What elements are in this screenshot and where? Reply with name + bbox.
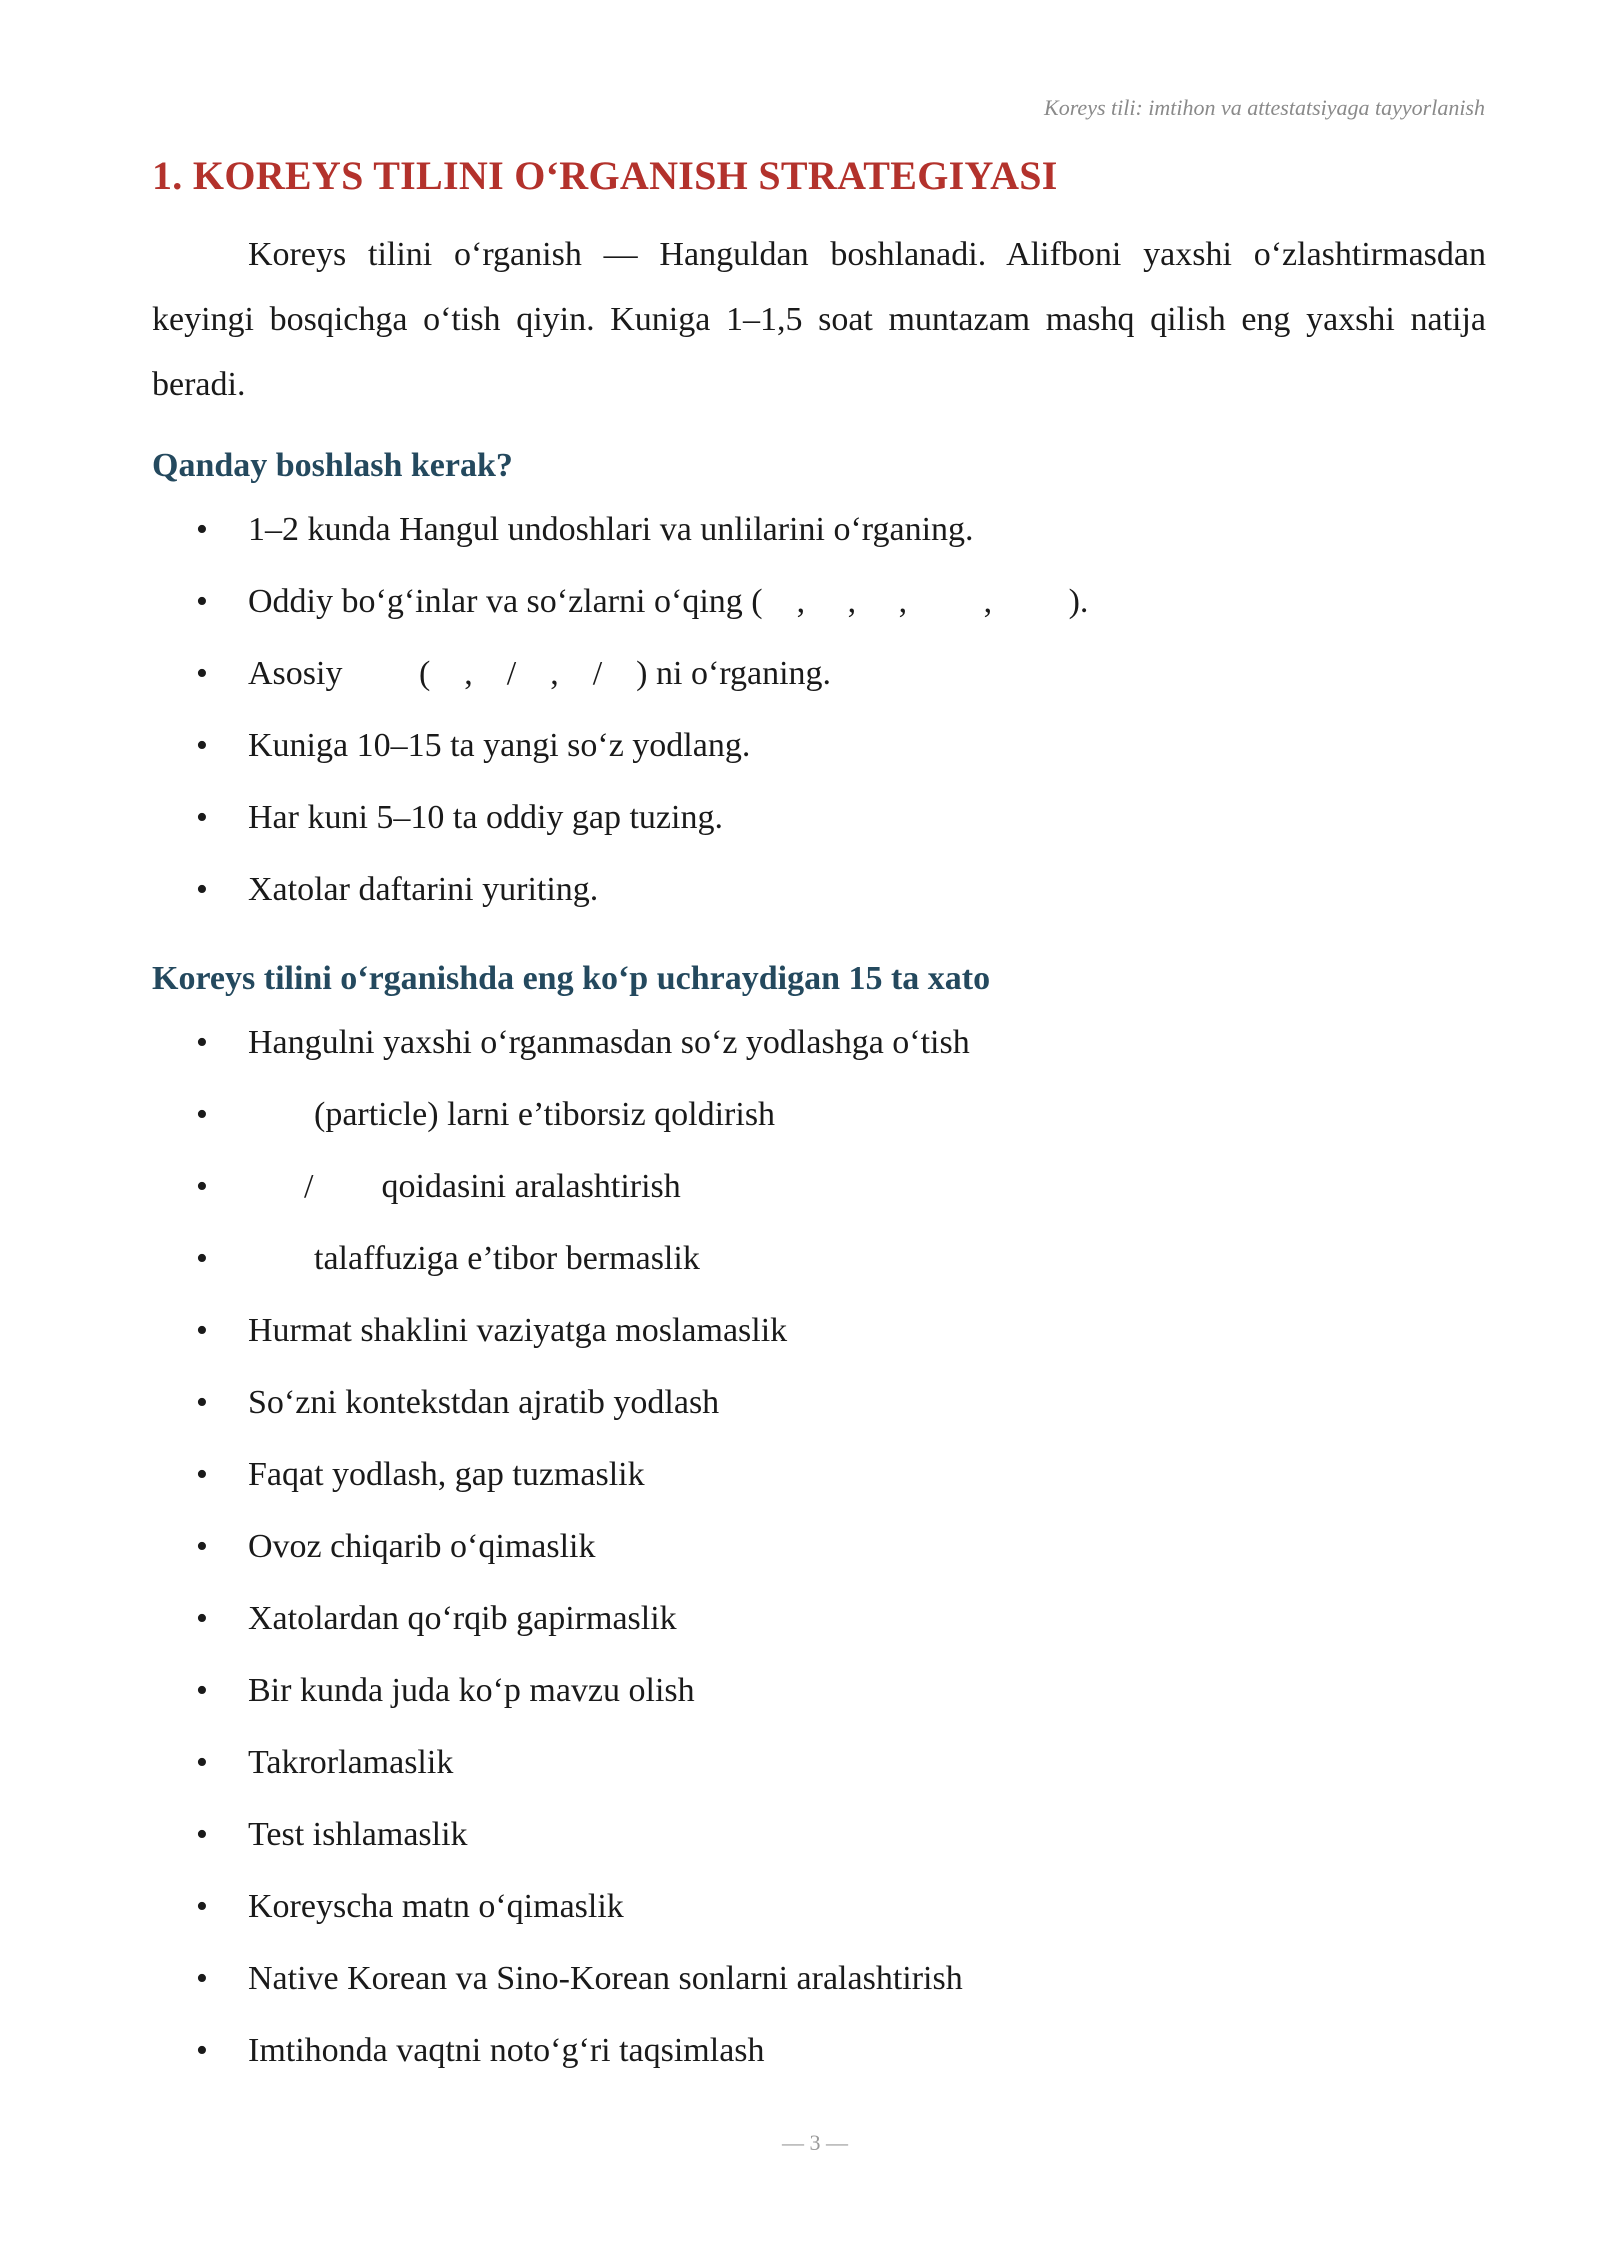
bullet-icon: • — [196, 1384, 208, 1421]
list-item-text: Kuniga 10–15 ta yangi so‘z yodlang. — [248, 727, 751, 764]
list-item-text: Native Korean va Sino-Korean sonlarni aralashtirish — [248, 1960, 963, 1997]
list-item-text: Hangulni yaxshi o‘rganmasdan so‘z yodlashga o‘tish — [248, 1024, 970, 1061]
bullet-icon: • — [196, 727, 208, 764]
bullet-icon: • — [196, 1312, 208, 1349]
list-item-text: Faqat yodlash, gap tuzmaslik — [248, 1456, 645, 1493]
bullet-icon: • — [196, 1960, 208, 1997]
list-item-text: / qoidasini aralashtirish — [304, 1168, 681, 1205]
bullet-icon: • — [196, 1456, 208, 1493]
list-item-text: Har kuni 5–10 ta oddiy gap tuzing. — [248, 799, 723, 836]
list-item-text: Test ishlamaslik — [248, 1816, 468, 1853]
bullet-icon: • — [196, 1744, 208, 1781]
list-item-text: Xatolar daftarini yuriting. — [248, 871, 599, 908]
bullet-icon: • — [196, 871, 208, 908]
bullet-icon: • — [196, 1672, 208, 1709]
bullet-icon: • — [196, 583, 208, 620]
list-item-text: Koreyscha matn o‘qimaslik — [248, 1888, 624, 1925]
bullet-icon: • — [196, 511, 208, 548]
list-item-text: Bir kunda juda ko‘p mavzu olish — [248, 1672, 695, 1709]
bullet-icon: • — [196, 2032, 208, 2069]
bullet-icon: • — [196, 1816, 208, 1853]
bullet-icon: • — [196, 1600, 208, 1637]
bullet-icon: • — [196, 1528, 208, 1565]
list-item-text: Imtihonda vaqtni noto‘g‘ri taqsimlash — [248, 2032, 765, 2069]
section-heading-common-mistakes: Koreys tilini o‘rganishda eng ko‘p uchraydigan 15 ta xato — [152, 960, 991, 997]
list-item-text: (particle) larni e’tiborsiz qoldirish — [314, 1096, 776, 1133]
bullet-icon: • — [196, 1096, 208, 1133]
bullet-icon: • — [196, 655, 208, 692]
list-item-text: Oddiy bo‘g‘inlar va so‘zlarni o‘qing ( , , , , ). — [248, 583, 1089, 620]
section-heading-how-to-start: Qanday boshlash kerak? — [152, 447, 513, 484]
chapter-title: 1. KOREYS TILINI O‘RGANISH STRATEGIYASI — [152, 153, 1058, 198]
list-item-text: Ovoz chiqarib o‘qimaslik — [248, 1528, 596, 1565]
intro-paragraph: Koreys tilini o‘rganish — Hanguldan boshlanadi. Alifboni yaxshi o‘zlashtirmasdan keyingi bosqichga o‘tish qiyin. Kuniga 1–1,5 soat muntazam mashq qilish eng yaxshi natija beradi. — [152, 236, 1486, 403]
bullet-icon: • — [196, 1240, 208, 1277]
page-number: — 3 — — [782, 2130, 848, 2155]
list-item-text: Takrorlamaslik — [248, 1744, 454, 1781]
bullet-icon: • — [196, 1024, 208, 1061]
bullet-icon: • — [196, 1168, 208, 1205]
list-item-text: talaffuziga e’tibor bermaslik — [314, 1240, 700, 1277]
bullet-icon: • — [196, 799, 208, 836]
list-item-text: 1–2 kunda Hangul undoshlari va unlilarini o‘rganing. — [248, 511, 974, 548]
running-header: Koreys tili: imtihon va attestatsiyaga tayyorlanish — [1044, 95, 1485, 120]
list-item-text: So‘zni kontekstdan ajratib yodlash — [248, 1384, 720, 1421]
list-item-text: Asosiy ( , / , / ) ni o‘rganing. — [248, 655, 832, 692]
bullet-icon: • — [196, 1888, 208, 1925]
list-item-text: Hurmat shaklini vaziyatga moslamaslik — [248, 1312, 788, 1349]
list-item-text: Xatolardan qo‘rqib gapirmaslik — [248, 1600, 677, 1637]
